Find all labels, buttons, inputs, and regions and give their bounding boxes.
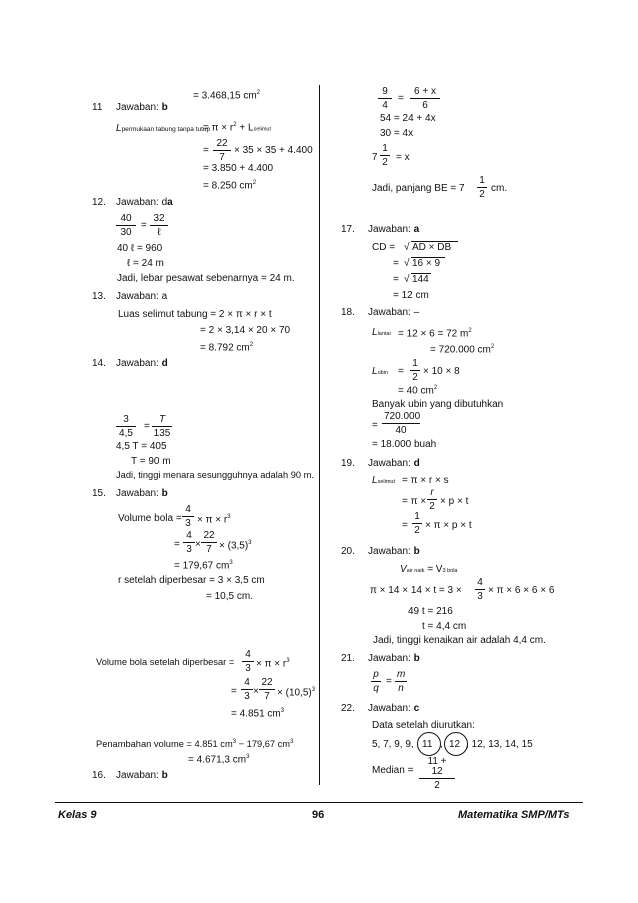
q11-fraction: $\frac{22}{7}$ [213, 139, 231, 163]
footer-rule [55, 802, 583, 803]
q21-answer: Jawaban: b [368, 653, 420, 664]
q20-number: 20. [341, 546, 355, 557]
q15-frac-1: $\frac{4}{3}$ [182, 505, 194, 529]
q22-median: Median = [372, 765, 414, 776]
q17-line2-b: 16 × 9 [412, 258, 441, 269]
q14-eq: = [144, 421, 150, 432]
q15-answer: Jawaban: b [116, 488, 168, 499]
q11-eq1-rhs: = $\pi \times r^2$ + Lselimut [203, 122, 271, 134]
q15-line7-post: × $(10,5)^3$ [277, 687, 316, 699]
q15-line9: Penambahan volume = 4.851 $cm^3 - 179,67$ $cm^3$ [96, 739, 294, 750]
q15-frac-5: $\frac{4}{3}$ [241, 678, 253, 702]
q18-line1: = 12 × 6 = 72 $m^2$ [398, 328, 472, 340]
q18-line3-pre: = [398, 366, 404, 377]
q22-seq-a: 5, 7, 9, 9, [372, 739, 414, 750]
q11-eq2-pre: = [203, 145, 209, 156]
q15-line8: = 4.851 $cm^3$ [231, 708, 285, 720]
q15-line4: r setelah diperbesar = 3 × 3,5 cm [118, 575, 265, 586]
page-number: 96 [312, 809, 325, 821]
q17-line1-a: CD = [372, 242, 396, 253]
q11-eq1: Lpermukaan tabung tanpa tutup [116, 123, 211, 134]
q18-answer: Jawaban: – [368, 307, 420, 318]
q21-number: 21. [341, 653, 355, 664]
q13-answer: Jawaban: a [116, 291, 168, 302]
q15-line1-post: × $\pi \times r^3$ [197, 514, 231, 526]
q20-line4: t = 4,4 cm [422, 621, 467, 632]
q18-line4: = 40 $cm^2$ [398, 385, 438, 397]
q19-line1: = π × r × s [402, 475, 449, 486]
q14-line2: 4,5 T = 405 [116, 441, 167, 452]
q16-conclusion-b: cm. [491, 183, 508, 194]
q18-line2: = 720.000 $cm^2$ [430, 344, 495, 356]
q16-line3: 30 = 4x [380, 128, 414, 139]
q19-frac-1: $\frac{r}{2}$ [427, 488, 437, 512]
q19-line3-pre: = [402, 520, 408, 531]
q11-eq3: = 3.850 + 4.400 [203, 163, 274, 174]
q17-answer: Jawaban: a [368, 224, 420, 235]
q12-line3: ℓ = 24 m [127, 258, 164, 269]
q19-L: Lselimut [372, 475, 395, 486]
q12-fraction-1: $\frac{40}{30}$ [116, 214, 136, 238]
q13-line3: = 8.792 $cm^2$ [200, 342, 254, 354]
q20-line2-post: × π × 6 × 6 × 6 [488, 585, 555, 596]
q12-conclusion: Jadi, lebar pesawat sebenarnya = 24 m. [117, 273, 295, 284]
q17-line3-a: = [393, 274, 399, 285]
q15-line7-pre: = [231, 686, 237, 697]
q12-eq: = [141, 220, 147, 231]
q20-line1: Vair naik = V3 bola [400, 564, 458, 575]
q10-result: = 3.468,15 $cm^2$ [193, 90, 260, 102]
q16-line4-a: 7 [372, 152, 378, 163]
q20-answer: Jawaban: b [368, 546, 420, 557]
q18-frac-2: $\frac{720.000}{40}$ [384, 411, 421, 436]
q15-line2-post: × $(3,5)^3$ [219, 540, 252, 552]
q18-frac-1: $\frac{1}{2}$ [410, 359, 420, 383]
sqrt-sign: √ [404, 242, 410, 253]
q22-comma: , [440, 739, 443, 750]
q16-line2: 54 = 24 + 4x [380, 113, 436, 124]
q22-frac-1: $\frac{11 + 12}{2}$ [419, 757, 455, 791]
q15-line6-pre: Volume bola setelah diperbesar = [96, 657, 235, 667]
q15-line5: = 10,5 cm. [206, 591, 253, 602]
q16-conclusion: Jadi, panjang BE = 7 [372, 183, 465, 194]
q15-line6-post: × $\pi \times r^3$ [256, 658, 290, 670]
q12-number: 12. [92, 197, 106, 208]
q16-frac-4: $\frac{1}{2}$ [477, 176, 487, 200]
q18-line6-pre: = [372, 420, 378, 431]
q13-line1: Luas selimut tabung = 2 × π × r × t [118, 309, 272, 320]
column-divider [319, 85, 320, 785]
q18-L2: Lubin [372, 366, 388, 377]
q12-answer: Jawaban: da [116, 197, 173, 208]
q18-line3-post: × 10 × 8 [423, 366, 460, 377]
q22-line1: Data setelah diurutkan: [372, 720, 475, 731]
footer-grade: Kelas 9 [58, 809, 97, 821]
q15-frac-2: $\frac{4}{3}$ [183, 531, 195, 555]
q15-frac-3: $\frac{22}{7}$ [201, 531, 217, 555]
q19-frac-2: $\frac{1}{2}$ [412, 512, 422, 536]
q12-fraction-2: 32 ℓ [150, 214, 168, 238]
q14-answer: Jawaban: d [116, 358, 168, 369]
q16-number: 16. [92, 770, 106, 781]
q16-answer: Jawaban: b [116, 770, 168, 781]
q21-frac-1: $\frac{p}{q}$ [371, 670, 381, 694]
q18-number: 18. [341, 307, 355, 318]
q20-conclusion: Jadi, tinggi kenaikan air adalah 4,4 cm. [373, 635, 546, 646]
sqrt-sign-3: √ [404, 274, 410, 285]
q17-line3-b: 144 [412, 274, 429, 285]
q11-eq2: × 35 × 35 + 4.400 [234, 145, 313, 156]
sqrt-sign-2: √ [404, 258, 410, 269]
q12-line2: 40 ℓ = 960 [117, 243, 163, 254]
q14-number: 14. [92, 358, 106, 369]
q18-line7: = 18.000 buah [372, 439, 437, 450]
q18-L1: Llantai [372, 327, 391, 338]
q19-line2-post: × p × t [440, 496, 469, 507]
q20-line2-pre: π × 14 × 14 × t = 3 × [370, 585, 462, 596]
q16-eq: = [398, 93, 404, 104]
q18-line5: Banyak ubin yang dibutuhkan [372, 399, 504, 410]
q15-times: × [195, 539, 201, 550]
q15-line2-pre: = [174, 539, 180, 550]
q17-line2-a: = [393, 258, 399, 269]
q16-frac-2: $\frac{6 + x}{6}$ [410, 87, 440, 111]
q16-line4-b: = x [396, 152, 410, 163]
q15-number: 15. [92, 488, 106, 499]
q16-frac-1: $\frac{9}{4}$ [378, 87, 392, 111]
q15-line10: = 4.671,3 $cm^3$ [188, 754, 250, 766]
q22-number: 22. [341, 703, 355, 714]
q14-conclusion: Jadi, tinggi menara sesungguhnya adalah 90 m. [116, 470, 314, 480]
q19-line3-post: × π × p × t [425, 520, 472, 531]
q22-circled-12: 12 [449, 739, 461, 750]
q22-answer: Jawaban: c [368, 703, 420, 714]
q17-line1-b: AD × DB [412, 242, 452, 253]
q14-fraction-2: $\frac{T}{135}$ [153, 414, 171, 439]
q19-answer: Jawaban: d [368, 458, 420, 469]
q14-fraction-1: $\frac{3}{4,5}$ [116, 415, 136, 439]
q11-number: 11 [92, 102, 103, 113]
q17-number: 17. [341, 224, 355, 235]
q22-circled-11: 11 [422, 739, 433, 750]
q20-line3: 49 t = 216 [408, 606, 453, 617]
q15-line3: = 179,67 $cm^3$ [174, 560, 233, 572]
q15-line1-pre: Volume bola = [118, 513, 182, 524]
q22-seq-b: , 12, 13, 14, 15 [466, 739, 533, 750]
q13-line2: = 2 × 3,14 × 20 × 70 [200, 325, 291, 336]
q20-frac-1: $\frac{4}{3}$ [475, 578, 485, 602]
q17-line4: = 12 cm [393, 290, 429, 301]
q19-number: 19. [341, 458, 355, 469]
q15-frac-4: $\frac{4}{3}$ [242, 650, 254, 674]
q14-line3: T = 90 m [131, 456, 171, 467]
q15-frac-6: $\frac{22}{7}$ [259, 678, 275, 702]
q13-number: 13. [92, 291, 106, 302]
q11-eq4: = 8.250 $cm^2$ [203, 180, 257, 192]
q21-eq: = [386, 676, 392, 687]
q15-times-2: × [253, 686, 259, 697]
q19-line2-pre: = π × [402, 496, 427, 507]
footer-subject: Matematika SMP/MTs [458, 809, 570, 821]
q11-answer: Jawaban: b [116, 102, 168, 113]
q21-frac-2: $\frac{m}{n}$ [397, 669, 406, 694]
q16-frac-3: $\frac{1}{2}$ [380, 144, 390, 168]
